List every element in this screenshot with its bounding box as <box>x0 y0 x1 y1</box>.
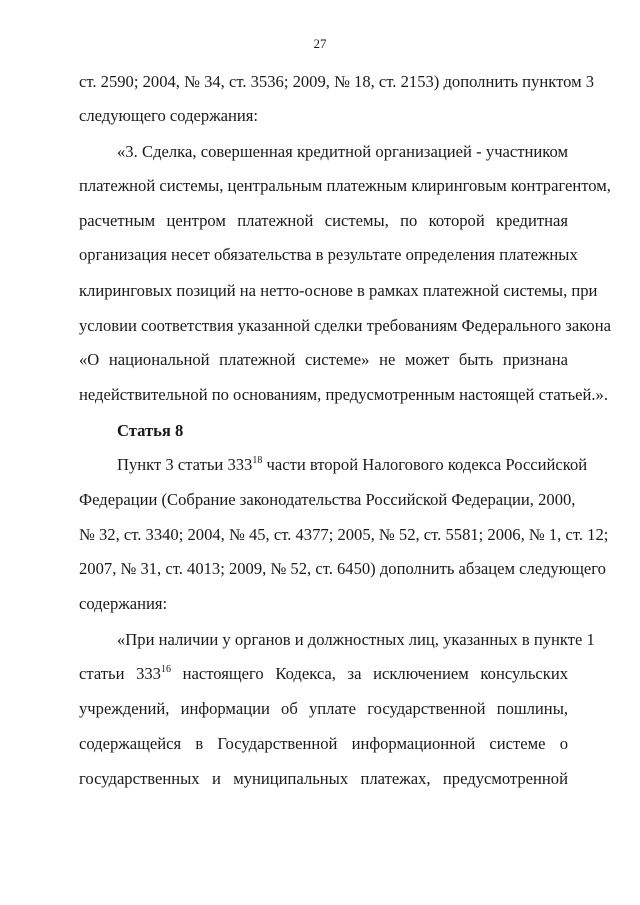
article-heading: Статья 8 <box>117 421 184 440</box>
paragraph-3-line-1-text-a: Пункт 3 статьи 333 <box>117 455 253 474</box>
superscript-16: 16 <box>160 664 171 675</box>
paragraph-2-line-7: «О национальной платежной системе» не может быть признана <box>79 350 568 369</box>
paragraph-2-line-1: «3. Сделка, совершенная кредитной организацией - участником <box>117 142 568 161</box>
paragraph-3-line-1-text-b: части второй Налогового кодекса Российской <box>262 455 588 474</box>
paragraph-3-line-5: содержания: <box>79 594 168 613</box>
paragraph-4-line-2-text-a: статьи 333 <box>79 664 161 683</box>
paragraph-4-line-3: учреждений, информации об уплате государственной пошлины, <box>79 699 568 718</box>
paragraph-1-line-1: ст. 2590; 2004, № 34, ст. 3536; 2009, № 18, ст. 2153) дополнить пунктом 3 <box>79 72 595 91</box>
paragraph-2-line-3: расчетным центром платежной системы, по которой кредитная <box>79 211 568 230</box>
paragraph-4-line-2 <box>79 664 568 684</box>
page-number: 27 <box>313 36 327 51</box>
paragraph-4-line-5: государственных и муниципальных платежах, предусмотренной <box>79 769 568 788</box>
paragraph-4-line-2-text-b: настоящего Кодекса, за исключением консульских <box>170 664 568 683</box>
paragraph-2-line-6: условии соответствия указанной сделки требованиям Федерального закона <box>79 316 611 335</box>
superscript-18: 18 <box>252 455 263 466</box>
paragraph-3-line-4: 2007, № 31, ст. 4013; 2009, № 52, ст. 6450) дополнить абзацем следующего <box>79 559 606 578</box>
paragraph-3-line-3: № 32, ст. 3340; 2004, № 45, ст. 4377; 2005, № 52, ст. 5581; 2006, № 1, ст. 12; <box>79 525 609 544</box>
paragraph-1-line-2: следующего содержания: <box>79 106 259 125</box>
paragraph-3-line-1 <box>117 455 588 475</box>
paragraph-3-line-2: Федерации (Собрание законодательства Российской Федерации, 2000, <box>79 490 576 509</box>
paragraph-4-line-4: содержащейся в Государственной информационной системе о <box>79 734 568 753</box>
paragraph-4-line-1: «При наличии у органов и должностных лиц, указанных в пункте 1 <box>117 630 595 649</box>
paragraph-2-line-4: организация несет обязательства в результате определения платежных <box>79 245 578 264</box>
paragraph-2-line-2: платежной системы, центральным платежным клиринговым контрагентом, <box>79 176 611 195</box>
paragraph-2-line-5: клиринговых позиций на нетто-основе в рамках платежной системы, при <box>79 281 598 300</box>
paragraph-2-line-8: недействительной по основаниям, предусмотренным настоящей статьей.». <box>79 385 608 404</box>
